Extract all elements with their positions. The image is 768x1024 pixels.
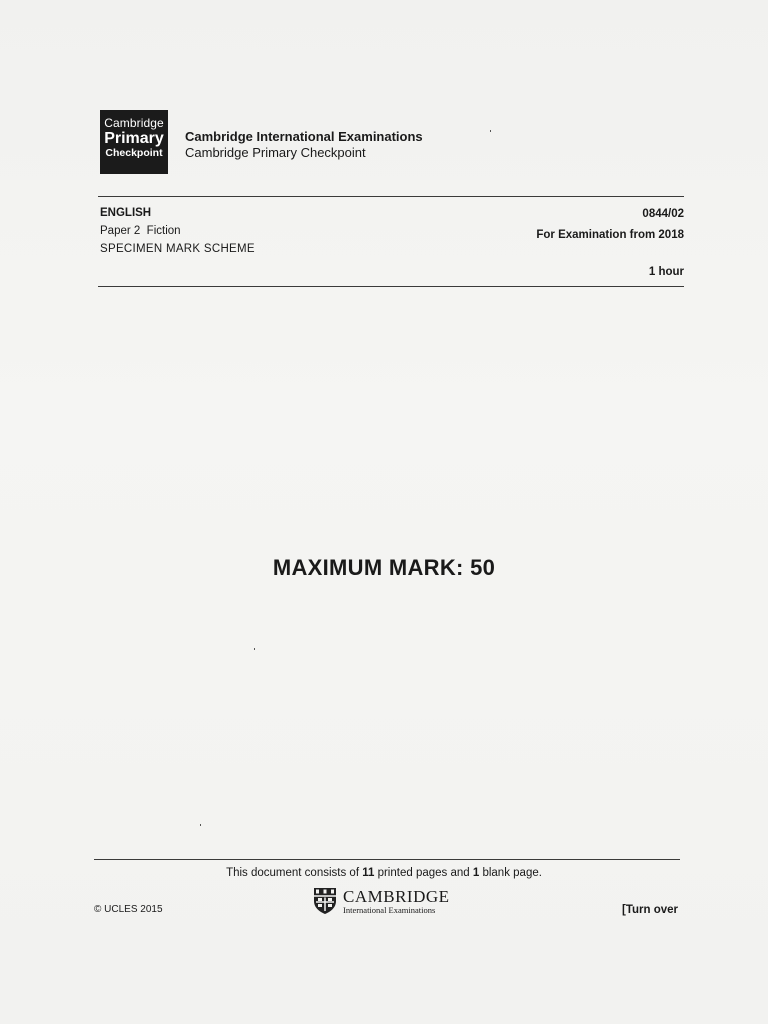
logo-line-3: Checkpoint [105,147,163,159]
subject: ENGLISH [100,207,152,219]
printed-pages-count: 11 [362,867,375,879]
header-bottom-divider [98,286,684,287]
programme-name: Cambridge Primary Checkpoint [185,145,366,160]
cambridge-wordmark [343,888,450,915]
organisation-name: Cambridge International Examinations [185,129,423,144]
paper-code: 0844/02 [642,208,684,220]
cambridge-international-logo [313,886,450,916]
document-type: SPECIMEN MARK SCHEME [100,243,255,255]
paper-details-right [536,204,684,281]
cambridge-subtitle: International Examinations [343,904,436,915]
note-text-3: blank page. [479,867,542,879]
copyright: © UCLES 2015 [94,904,163,915]
blank-pages-count: 1 [472,867,480,879]
logo-line-2: Primary [104,130,164,147]
turn-over: [Turn over [621,904,678,916]
scan-speck [490,130,491,132]
scan-speck [254,648,255,650]
page-count-note [0,867,768,879]
note-text-1: This document consists of [226,867,363,879]
scan-speck [200,824,201,826]
cambridge-primary-checkpoint-logo [100,110,168,174]
duration: 1 hour [648,266,684,278]
footer-divider [94,859,680,860]
top-divider [98,196,684,197]
maximum-mark: MAXIMUM MARK: 50 [272,555,496,580]
logo-line-1: Cambridge [104,116,164,130]
crest-icon [313,887,337,915]
exam-from: For Examination from 2018 [536,229,684,241]
paper-title: Paper 2 Fiction [100,225,181,237]
cambridge-name: CAMBRIDGE [343,886,450,906]
organisation-block [185,129,423,161]
paper-details-left [100,204,255,258]
note-text-2: printed pages and [374,867,473,879]
